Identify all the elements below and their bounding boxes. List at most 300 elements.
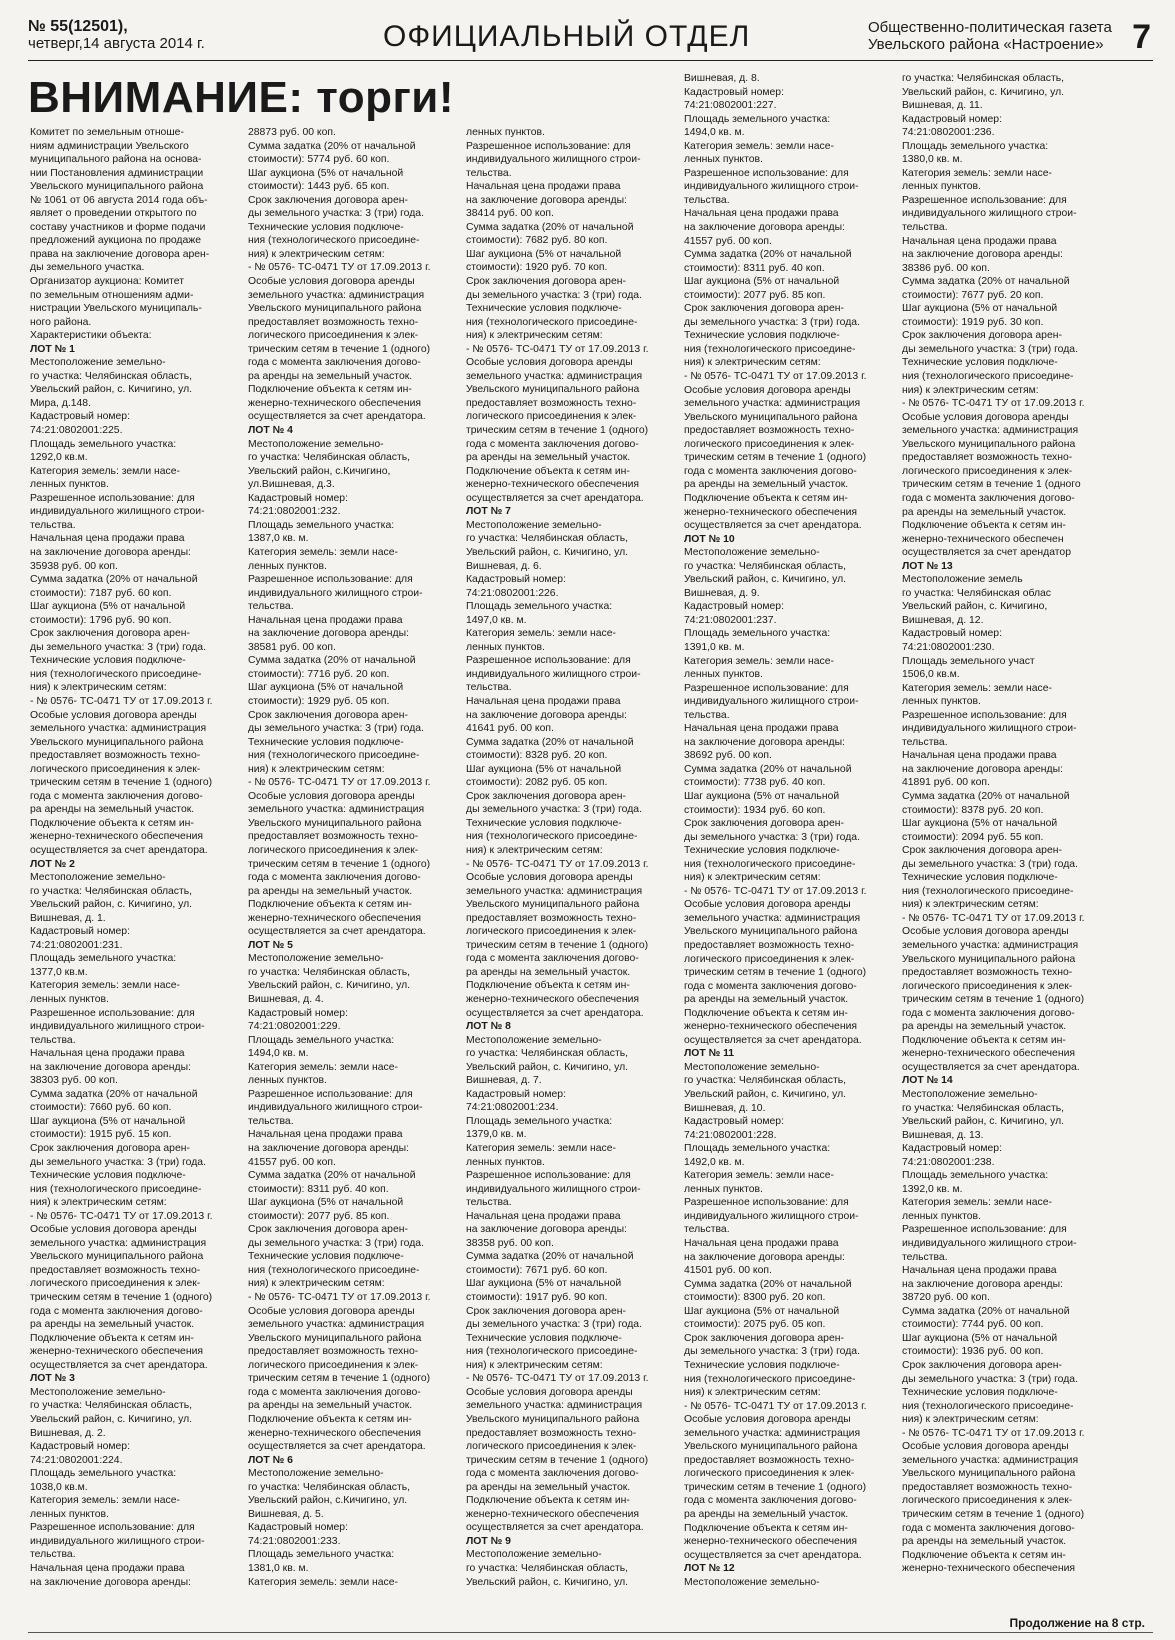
text-line: стоимости): 1920 руб. 70 коп. xyxy=(466,262,608,274)
text-line: Кадастровый номер: xyxy=(30,411,130,423)
text-line: Начальная цена продажи права xyxy=(902,1265,1057,1277)
text-line: № 1061 от 06 августа 2014 года объ- xyxy=(30,194,208,206)
text-line: Вишневая, д. 1. xyxy=(30,912,106,924)
text-line: Местоположение земельно- xyxy=(466,519,602,531)
text-line: Технические условия подключе- xyxy=(248,736,404,748)
text-line: ленных пунктов. xyxy=(684,154,763,166)
text-column-3 xyxy=(466,126,671,1622)
text-line: Площадь земельного участка: xyxy=(248,1549,395,1561)
text-line: Срок заключения договора арен- xyxy=(902,845,1062,857)
text-line: Увельский район, с. Кичигино, ул. xyxy=(466,1061,629,1073)
text-line: земельного участка: администрация xyxy=(684,398,861,410)
text-line: Кадастровый номер: xyxy=(902,113,1002,125)
text-line: ленных пунктов. xyxy=(902,696,981,708)
text-line: года с момента заключения догово- xyxy=(902,1007,1075,1019)
text-line: ния) к электрическим сетям: xyxy=(902,384,1039,396)
text-line: 74:21:0802001:230. xyxy=(902,641,995,653)
text-line: Кадастровый номер: xyxy=(684,601,784,613)
text-line: Увельского муниципального района xyxy=(30,736,204,748)
text-line: Местоположение земель xyxy=(902,574,1023,586)
text-line: Срок заключения договора арен- xyxy=(248,194,408,206)
text-line: ды земельного участка: 3 (три) года. xyxy=(902,858,1078,870)
text-line: Увельского муниципального района xyxy=(248,817,422,829)
text-line: го участка: Челябинская область, xyxy=(684,560,847,572)
text-line: Подключение объекта к сетям ин- xyxy=(30,817,194,829)
lot-heading: ЛОТ № 7 xyxy=(466,506,511,518)
text-line: ния (технологического присоедине- xyxy=(466,1346,638,1358)
text-line: ленных пунктов. xyxy=(466,127,545,138)
text-line: 74:21:0802001:238. xyxy=(902,1156,995,1168)
text-line: Разрешенное использование: для xyxy=(248,574,413,586)
text-line: 41501 руб. 00 коп. xyxy=(684,1265,772,1277)
text-line: го участка: Челябинская область, xyxy=(466,533,629,545)
text-line: трическим сетям в течение 1 (одного) xyxy=(248,858,431,870)
text-line: нии Постановления администрации xyxy=(30,167,204,179)
text-line: Площадь земельного участ xyxy=(902,655,1035,667)
text-line: 74:21:0802001:233. xyxy=(248,1535,341,1547)
text-line: трическим сетям в течение 1 (одного) xyxy=(248,343,431,355)
text-line: женерно-технического обеспечения xyxy=(684,1021,857,1033)
text-line: индивидуального жилищного строи- xyxy=(902,723,1077,735)
text-line: Начальная цена продажи права xyxy=(902,750,1057,762)
text-line: Сумма задатка (20% от начальной xyxy=(902,1305,1070,1317)
text-line: 1391,0 кв. м. xyxy=(684,641,745,653)
text-line: Подключение объекта к сетям ин- xyxy=(248,384,412,396)
text-line: трическим сетям в течение 1 (одного) xyxy=(902,1508,1085,1520)
text-line: Вишневая, д. 2. xyxy=(30,1427,106,1439)
text-line: 1494,0 кв. м. xyxy=(248,1048,309,1060)
text-line: Начальная цена продажи права xyxy=(684,1238,839,1250)
text-line: женерно-технического обеспечения xyxy=(466,1508,639,1520)
text-line: логического присоединения к элек- xyxy=(248,1359,419,1371)
text-line: трическим сетям в течение 1 (одного) xyxy=(248,1373,431,1385)
text-line: на заключение договора аренды: xyxy=(466,194,627,206)
text-line: ра аренды на земельный участок. xyxy=(684,1508,849,1520)
text-line: индивидуального жилищного строи- xyxy=(466,668,641,680)
text-line: 41891 руб. 00 коп. xyxy=(902,777,990,789)
text-line: на заключение договора аренды: xyxy=(902,763,1063,775)
text-line: ного района. xyxy=(30,316,92,328)
text-line: Местоположение земельно- xyxy=(248,953,384,965)
text-line: Шаг аукциона (5% от начальной xyxy=(248,1197,404,1209)
text-line: года с момента заключения догово- xyxy=(684,980,857,992)
text-line: ленных пунктов. xyxy=(684,669,763,681)
text-line: 74:21:0802001:226. xyxy=(466,587,559,599)
text-line: логического присоединения к элек- xyxy=(466,1441,637,1453)
text-line: Площадь земельного участка: xyxy=(248,519,395,531)
text-line: стоимости): 7671 руб. 60 коп. xyxy=(466,1264,608,1276)
text-line: Разрешенное использование: для xyxy=(466,1170,631,1182)
text-line: 1292,0 кв.м. xyxy=(30,452,88,464)
text-line: Увельского муниципального района xyxy=(902,438,1076,450)
text-line: 41557 руб. 00 коп. xyxy=(684,235,772,247)
text-line: 1492,0 кв. м. xyxy=(684,1156,745,1168)
text-line: осуществляется за счет арендатора. xyxy=(466,1007,644,1019)
text-line: Категория земель: земли насе- xyxy=(684,1170,834,1182)
text-line: Особые условия договора аренды xyxy=(902,926,1069,938)
text-line: 1380,0 кв. м. xyxy=(902,154,963,166)
text-line: стоимости): 7677 руб. 20 коп. xyxy=(902,289,1044,301)
text-line: Подключение объекта к сетям ин- xyxy=(684,1522,848,1534)
text-line: Площадь земельного участка: xyxy=(30,438,177,450)
paper-name-line-1: Общественно-политическая газета xyxy=(868,19,1112,36)
text-line: тельства. xyxy=(684,709,730,721)
text-line: Площадь земельного участка: xyxy=(902,1170,1049,1182)
text-line: Особые условия договора аренды xyxy=(30,1224,197,1236)
text-line: Сумма задатка (20% от начальной xyxy=(466,736,634,748)
text-line: Вишневая, д. 7. xyxy=(466,1075,542,1087)
text-line: стоимости): 5774 руб. 60 коп. xyxy=(248,154,390,166)
text-line: - № 0576- ТС-0471 ТУ от 17.09.2013 г. xyxy=(248,262,431,274)
text-column-4 xyxy=(684,72,889,1622)
text-line: осуществляется за счет арендатора. xyxy=(248,1441,426,1453)
text-line: стоимости): 7716 руб. 20 коп. xyxy=(248,668,390,680)
text-line: Категория земель: земли насе- xyxy=(466,628,616,640)
text-line: года с момента заключения догово- xyxy=(30,790,203,802)
text-line: Кадастровый номер: xyxy=(248,1522,348,1534)
text-line: Технические условия подключе- xyxy=(902,872,1058,884)
text-line: Шаг аукциона (5% от начальной xyxy=(466,1278,622,1290)
text-line: женерно-технического обеспечения xyxy=(248,912,421,924)
text-line: ния (технологического присоедине- xyxy=(902,1400,1074,1412)
text-line: Срок заключения договора арен- xyxy=(684,1332,844,1344)
text-line: права на заключение договора арен- xyxy=(30,248,210,260)
text-line: на заключение договора аренды: xyxy=(902,249,1063,261)
text-line: ния (технологического присоедине- xyxy=(684,343,856,355)
text-line: Начальная цена продажи права xyxy=(466,1210,621,1222)
text-line: ния) к электрическим сетям: xyxy=(684,872,821,884)
text-line: женерно-технического обеспечения xyxy=(248,1427,421,1439)
text-line: года с момента заключения догово- xyxy=(466,438,639,450)
text-line: Увельский район, с. Кичигино, ул. xyxy=(466,1576,629,1588)
text-line: Увельского муниципального района xyxy=(248,1332,422,1344)
text-line: индивидуального жилищного строи- xyxy=(30,506,205,518)
text-line: ленных пунктов. xyxy=(30,479,109,491)
text-line: осуществляется за счет арендатора. xyxy=(248,926,426,938)
issue-info xyxy=(28,18,205,52)
text-line: женерно-технического обеспечения xyxy=(30,831,203,843)
text-line: земельного участка: администрация xyxy=(248,804,425,816)
text-line: Разрешенное использование: для xyxy=(684,167,849,179)
text-line: 74:21:0802001:228. xyxy=(684,1129,777,1141)
text-line: ния) к электрическим сетям: xyxy=(466,1359,603,1371)
text-line: 38303 руб. 00 коп. xyxy=(30,1075,118,1087)
text-line: Площадь земельного участка: xyxy=(248,1034,395,1046)
text-line: Особые условия договора аренды xyxy=(466,357,633,369)
text-line: 41641 руб. 00 коп. xyxy=(466,723,554,735)
lot-heading: ЛОТ № 9 xyxy=(466,1535,511,1547)
text-line: на заключение договора аренды: xyxy=(466,1224,627,1236)
text-line: Технические условия подключе- xyxy=(248,1251,404,1263)
text-line: ды земельного участка: 3 (три) года. xyxy=(466,289,642,301)
text-line: Кадастровый номер: xyxy=(684,1116,784,1128)
text-line: Увельского муниципального района xyxy=(466,384,640,396)
text-line: Сумма задатка (20% от начальной xyxy=(248,1170,416,1182)
text-line: Подключение объекта к сетям ин- xyxy=(466,1495,630,1507)
lot-heading: ЛОТ № 2 xyxy=(30,858,75,870)
text-line: Вишневая, д. 10. xyxy=(684,1102,766,1114)
text-line: Подключение объекта к сетям ин- xyxy=(30,1332,194,1344)
text-line: стоимости): 1443 руб. 65 коп. xyxy=(248,181,390,193)
text-line: ния) к электрическим сетям: xyxy=(684,357,821,369)
text-line: трическим сетям в течение 1 (одного) xyxy=(466,425,649,437)
text-line: Шаг аукциона (5% от начальной xyxy=(684,790,840,802)
text-line: индивидуального жилищного строи- xyxy=(902,1238,1077,1250)
text-line: осуществляется за счет арендатора. xyxy=(30,844,208,856)
text-line: ния (технологического присоедине- xyxy=(30,668,202,680)
text-line: логического присоединения к элек- xyxy=(902,465,1073,477)
text-line: индивидуального жилищного строи- xyxy=(902,208,1077,220)
text-line: земельного участка: администрация xyxy=(30,723,207,735)
text-line: на заключение договора аренды: xyxy=(684,222,845,234)
text-line: Начальная цена продажи права xyxy=(684,723,839,735)
text-line: Категория земель: земли насе- xyxy=(30,1495,180,1507)
text-line: предоставляет возможность техно- xyxy=(902,967,1073,979)
text-line: 74:21:0802001:225. xyxy=(30,425,123,437)
text-line: тельства. xyxy=(902,222,948,234)
text-line: тельства. xyxy=(30,1034,76,1046)
text-line: го участка: Челябинская область, xyxy=(902,1102,1065,1114)
text-line: Особые условия договора аренды xyxy=(684,384,851,396)
lot-heading: ЛОТ № 5 xyxy=(248,939,293,951)
text-line: ды земельного участка. xyxy=(30,262,145,274)
text-line: Увельский район, с. Кичигино, ул. xyxy=(902,1116,1065,1128)
text-line: Разрешенное использование: для xyxy=(466,140,631,152)
text-line: стоимости): 2075 руб. 05 коп. xyxy=(684,1319,826,1331)
text-line: ния) к электрическим сетям: xyxy=(30,682,167,694)
text-line: Особые условия договора аренды xyxy=(466,1386,633,1398)
text-line: Площадь земельного участка: xyxy=(30,1468,177,1480)
text-line: логического присоединения к элек- xyxy=(30,1278,201,1290)
text-line: го участка: Челябинская область, xyxy=(248,966,411,978)
text-line: логического присоединения к элек- xyxy=(684,953,855,965)
text-line: ды земельного участка: 3 (три) года. xyxy=(684,316,860,328)
text-line: на заключение договора аренды: xyxy=(30,546,191,558)
text-line: Срок заключения договора арен- xyxy=(466,276,626,288)
text-line: Категория земель: земли насе- xyxy=(248,1061,398,1073)
text-line: - № 0576- ТС-0471 ТУ от 17.09.2013 г. xyxy=(466,858,649,870)
text-line: ния) к электрическим сетям: xyxy=(30,1197,167,1209)
text-line: Местоположение земельно- xyxy=(30,872,166,884)
text-line: ра аренды на земельный участок. xyxy=(902,1021,1067,1033)
text-line: Начальная цена продажи права xyxy=(466,695,621,707)
text-line: осуществляется за счет арендатора. xyxy=(248,411,426,423)
text-line: ра аренды на земельный участок. xyxy=(902,1536,1067,1548)
text-line: ра аренды на земельный участок. xyxy=(466,966,631,978)
text-line: Категория земель: земли насе- xyxy=(30,980,180,992)
text-line: Категория земель: земли насе- xyxy=(902,682,1052,694)
text-line: Категория земель: земли насе- xyxy=(902,167,1052,179)
text-line: 74:21:0802001:224. xyxy=(30,1454,123,1466)
text-line: Срок заключения договора арен- xyxy=(902,1359,1062,1371)
text-line: Вишневая, д. 12. xyxy=(902,614,984,626)
footer-rule xyxy=(28,1632,1153,1633)
text-line: Увельского муниципального района xyxy=(466,1413,640,1425)
text-line: женерно-технического обеспечения xyxy=(902,1563,1075,1575)
text-line: ленных пунктов. xyxy=(466,1156,545,1168)
text-line: являет о проведении открытого по xyxy=(30,208,197,220)
text-line: трическим сетям в течение 1 (одного) xyxy=(684,452,867,464)
text-line: Увельского муниципального района xyxy=(684,926,858,938)
text-line: Вишневая, д. 9. xyxy=(684,587,760,599)
text-line: Сумма задатка (20% от начальной xyxy=(30,1088,198,1100)
text-line: Срок заключения договора арен- xyxy=(902,330,1062,342)
text-line: ния) к электрическим сетям: xyxy=(248,1278,385,1290)
text-line: го участка: Челябинская область, xyxy=(684,1075,847,1087)
text-line: логического присоединения к элек- xyxy=(248,330,419,342)
text-line: стоимости): 1936 руб. 00 коп. xyxy=(902,1346,1044,1358)
text-line: ния) к электрическим сетям: xyxy=(248,763,385,775)
text-line: нистрации Увельского муниципаль- xyxy=(30,303,202,315)
text-line: Разрешенное использование: для xyxy=(902,1224,1067,1236)
text-line: Технические условия подключе- xyxy=(248,221,404,233)
text-line: Срок заключения договора арен- xyxy=(30,628,190,640)
text-line: Особые условия договора аренды xyxy=(248,276,415,288)
text-line: Кадастровый номер: xyxy=(466,1088,566,1100)
text-line: трическим сетям в течение 1 (одного) xyxy=(30,777,213,789)
text-line: Технические условия подключе- xyxy=(466,1332,622,1344)
text-line: ния (технологического присоедине- xyxy=(902,885,1074,897)
text-line: на заключение договора аренды: xyxy=(248,628,409,640)
text-line: тельства. xyxy=(30,1549,76,1561)
text-line: 38720 руб. 00 коп. xyxy=(902,1292,990,1304)
text-line: Подключение объекта к сетям ин- xyxy=(902,520,1066,532)
text-line: составу участников и форме подачи xyxy=(30,221,206,233)
text-line: трическим сетям в течение 1 (одного) xyxy=(684,967,867,979)
text-line: земельного участка: администрация xyxy=(684,1427,861,1439)
text-line: Категория земель: земли насе- xyxy=(466,1143,616,1155)
text-line: осуществляется за счет арендатора. xyxy=(684,1034,862,1046)
text-line: осуществляется за счет арендатора. xyxy=(466,492,644,504)
text-line: го участка: Челябинская область, xyxy=(30,885,193,897)
text-line: ра аренды на земельный участок. xyxy=(902,506,1067,518)
text-line: Начальная цена продажи права xyxy=(30,1048,185,1060)
text-line: логического присоединения к элек- xyxy=(30,763,201,775)
text-column-5 xyxy=(902,72,1107,1612)
text-line: Увельский район, с.Кичигино, ул. xyxy=(248,1495,408,1507)
text-line: - № 0576- ТС-0471 ТУ от 17.09.2013 г. xyxy=(30,695,213,707)
text-line: Подключение объекта к сетям ин- xyxy=(684,492,848,504)
text-line: предоставляет возможность техно- xyxy=(684,425,855,437)
text-line: тельства. xyxy=(466,1197,512,1209)
text-line: ния (технологического присоедине- xyxy=(248,235,420,247)
text-line: стоимости): 1929 руб. 05 коп. xyxy=(248,695,390,707)
text-line: - № 0576- ТС-0471 ТУ от 17.09.2013 г. xyxy=(902,912,1085,924)
text-line: стоимости): 8311 руб. 40 коп. xyxy=(684,262,825,274)
text-line: Срок заключения договора арен- xyxy=(684,818,844,830)
text-line: Местоположение земельно- xyxy=(248,438,384,450)
text-line: Шаг аукциона (5% от начальной xyxy=(248,682,404,694)
text-line: стоимости): 1796 руб. 90 коп. xyxy=(30,614,172,626)
text-line: го участка: Челябинская область, xyxy=(466,1048,629,1060)
text-line: Увельский район, с. Кичигино, ул. xyxy=(30,1413,193,1425)
text-line: ния (технологического присоедине- xyxy=(248,750,420,762)
text-line: - № 0576- ТС-0471 ТУ от 17.09.2013 г. xyxy=(902,398,1085,410)
text-line: Местоположение земельно- xyxy=(248,1468,384,1480)
text-line: ра аренды на земельный участок. xyxy=(684,994,849,1006)
text-line: Сумма задатка (20% от начальной xyxy=(902,790,1070,802)
text-line: Сумма задатка (20% от начальной xyxy=(466,221,634,233)
text-line: Увельский район, с. Кичигино, ул. xyxy=(684,574,847,586)
text-line: осуществляется за счет арендатор xyxy=(902,547,1071,559)
text-line: Категория земель: земли насе- xyxy=(248,1576,398,1588)
text-line: - № 0576- ТС-0471 ТУ от 17.09.2013 г. xyxy=(466,1373,649,1385)
text-line: 74:21:0802001:234. xyxy=(466,1102,559,1114)
text-line: ния (технологического присоедине- xyxy=(902,371,1074,383)
text-line: года с момента заключения догово- xyxy=(466,1468,639,1480)
text-line: ленных пунктов. xyxy=(902,1210,981,1222)
text-line: Шаг аукциона (5% от начальной xyxy=(248,167,404,179)
text-line: года с момента заключения догово- xyxy=(248,1386,421,1398)
text-line: 74:21:0802001:227. xyxy=(684,100,777,112)
text-line: женерно-технического обеспечения xyxy=(248,397,421,409)
text-line: предоставляет возможность техно- xyxy=(248,316,419,328)
text-line: Сумма задатка (20% от начальной xyxy=(684,1278,852,1290)
text-line: Местоположение земельно- xyxy=(684,1576,820,1588)
text-line: Вишневая, д. 4. xyxy=(248,994,324,1005)
text-line: Разрешенное использование: для xyxy=(466,655,631,667)
text-line: Технические условия подключе- xyxy=(466,817,622,829)
text-line: стоимости): 8328 руб. 20 коп. xyxy=(466,750,608,762)
text-line: Кадастровый номер: xyxy=(902,628,1002,640)
text-line: ды земельного участка: 3 (три) года. xyxy=(684,1346,860,1358)
text-line: Увельский район, с. Кичигино, ул. xyxy=(30,899,193,911)
text-line: Местоположение земельно- xyxy=(30,357,166,369)
text-line: женерно-технического обеспечения xyxy=(902,1048,1075,1060)
text-line: предоставляет возможность техно- xyxy=(248,1346,419,1358)
text-line: Мира, д.148. xyxy=(30,397,91,409)
text-line: Площадь земельного участка: xyxy=(684,113,831,125)
text-line: Особые условия договора аренды xyxy=(902,1441,1069,1453)
text-line: земельного участка: администрация xyxy=(248,1319,425,1331)
text-line: го участка: Челябинская область, xyxy=(30,1400,193,1412)
text-line: осуществляется за счет арендатора. xyxy=(30,1359,208,1371)
text-line: на заключение договора аренды: xyxy=(248,1143,409,1155)
text-line: Особые условия договора аренды xyxy=(248,790,415,802)
text-line: Увельского муниципального района xyxy=(684,411,858,423)
text-line: Вишневая, д. 8. xyxy=(684,73,760,84)
text-line: Увельский район, с. Кичигино, ул. xyxy=(466,546,629,558)
text-line: Шаг аукциона (5% от начальной xyxy=(466,248,622,260)
text-line: Разрешенное использование: для xyxy=(30,1007,195,1019)
text-line: земельного участка: администрация xyxy=(902,425,1079,437)
text-line: Характеристики объекта: xyxy=(30,330,152,342)
text-line: Местоположение земельно- xyxy=(902,1089,1038,1101)
lot-heading: ЛОТ № 12 xyxy=(684,1563,735,1575)
text-line: го участка: Челябинская область, xyxy=(248,452,411,464)
text-line: ния) к электрическим сетям: xyxy=(466,844,603,856)
text-line: трическим сетям в течение 1 (одного) xyxy=(902,994,1085,1006)
text-line: женерно-технического обеспечен xyxy=(902,533,1064,545)
text-line: предоставляет возможность техно- xyxy=(466,1427,637,1439)
text-line: Увельского муниципального района xyxy=(466,899,640,911)
text-line: Особые условия договора аренды xyxy=(684,1414,851,1426)
text-line: логического присоединения к элек- xyxy=(466,411,637,423)
text-line: 74:21:0802001:231. xyxy=(30,939,123,951)
text-line: тельства. xyxy=(248,601,294,613)
text-line: Увельского муниципального района xyxy=(30,1251,204,1263)
text-line: индивидуального жилищного строи- xyxy=(248,587,423,599)
text-line: предоставляет возможность техно- xyxy=(684,940,855,951)
text-line: тельства. xyxy=(248,1115,294,1127)
text-line: ленных пунктов. xyxy=(248,1075,327,1087)
text-line: Особые условия договора аренды xyxy=(248,1305,415,1317)
text-line: Категория земель: земли насе- xyxy=(30,465,180,477)
text-line: года с момента заключения догово- xyxy=(684,1495,857,1507)
text-line: муниципального района на основа- xyxy=(30,154,202,166)
text-line: Шаг аукциона (5% от начальной xyxy=(902,1332,1058,1344)
text-line: Вишневая, д. 5. xyxy=(248,1508,324,1520)
